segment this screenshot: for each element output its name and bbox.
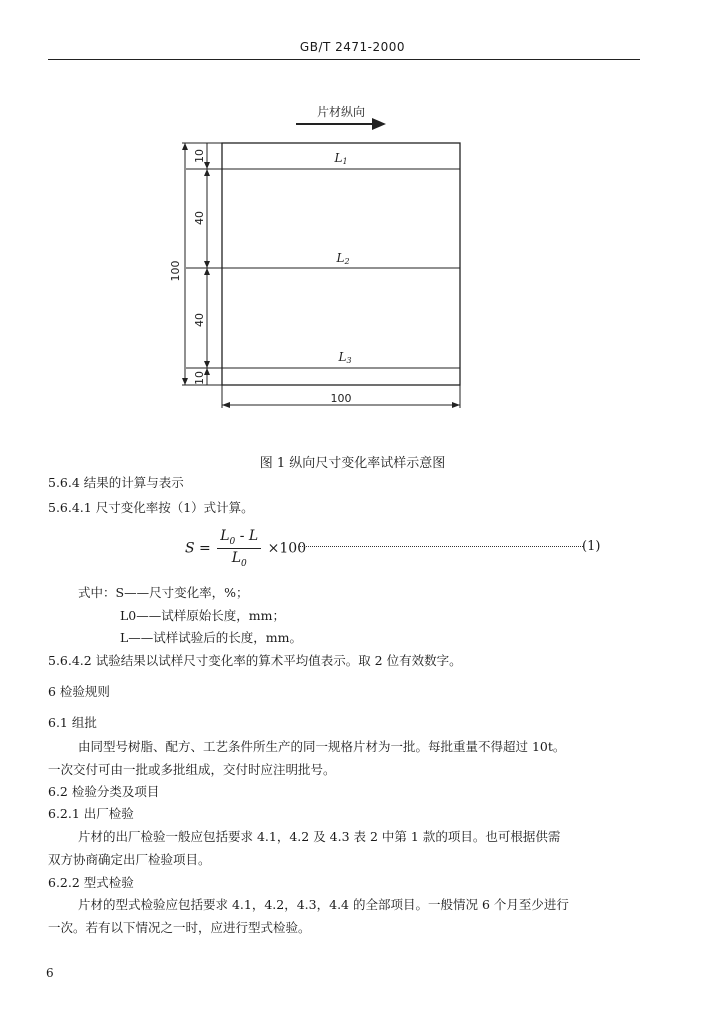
formula: S = $\frac{L_0 - L}{L_0}$ ×100 (185, 528, 307, 569)
section-6-2-2-text-1: 片材的型式检验应包括要求 4.1，4.2，4.3，4.4 的全部项目。一般情况 6 个月至少进行 (78, 897, 569, 912)
section-5-6-4-1: 5.6.4.1 尺寸变化率按（1）式计算。 (48, 500, 254, 515)
where-l: L——试样试验后的长度，mm。 (120, 630, 303, 645)
standard-code: GB/T 2471-2000 (299, 40, 406, 54)
label-l3: L3 (338, 350, 352, 365)
formula-denominator: $L_0$ (231, 549, 247, 569)
direction-label: 片材纵向 (316, 105, 366, 119)
section-6-2: 6.2 检验分类及项目 (48, 784, 160, 799)
formula-number: (1) (582, 539, 601, 554)
section-6-2-1: 6.2.1 出厂检验 (48, 806, 134, 821)
dim-label-40-lower: 40 (193, 313, 206, 327)
section-6-2-2: 6.2.2 型式检验 (48, 875, 134, 890)
page-number: 6 (46, 966, 54, 980)
formula-leader (298, 546, 583, 547)
figure-caption: 图 1 纵向尺寸变化率试样示意图 (259, 456, 446, 471)
section-6-1-text-1: 由同型号树脂、配方、工艺条件所生产的同一规格片材为一批。每批重量不得超过 10t。 (78, 739, 566, 754)
formula-rhs: ×100 (267, 540, 307, 557)
section-5-6-4-2: 5.6.4.2 试验结果以试样尺寸变化率的算术平均值表示。取 2 位有效数字。 (48, 653, 462, 668)
label-l2: L2 (336, 251, 350, 266)
dim-label-10-top: 10 (193, 149, 206, 163)
section-6-2-2-text-2: 一次。若有以下情况之一时，应进行型式检验。 (48, 920, 311, 935)
where-s: 式中：S——尺寸变化率，%； (78, 585, 249, 600)
specimen-diagram (0, 0, 705, 450)
section-6-2-1-text-2: 双方协商确定出厂检验项目。 (48, 852, 211, 867)
direction-arrowhead (372, 118, 386, 130)
section-6-2-1-text-1: 片材的出厂检验一般应包括要求 4.1，4.2 及 4.3 表 2 中第 1 款的项目。也可根据供需 (78, 829, 561, 844)
section-5-6-4: 5.6.4 结果的计算与表示 (48, 475, 184, 490)
section-6-1: 6.1 组批 (48, 715, 97, 730)
dim-label-100-left: 100 (169, 260, 182, 282)
dim-label-100-bottom: 100 (330, 392, 352, 405)
section-6-1-text-2: 一次交付可由一批或多批组成，交付时应注明批号。 (48, 762, 336, 777)
formula-numerator: $L_0$ - L (217, 528, 261, 549)
dim-label-40-upper: 40 (193, 211, 206, 225)
where-l0: L0——试样原始长度，mm； (120, 608, 285, 623)
dim-label-10-bottom: 10 (193, 371, 206, 385)
section-6: 6 检验规则 (48, 684, 110, 699)
label-l1: L1 (334, 151, 348, 166)
